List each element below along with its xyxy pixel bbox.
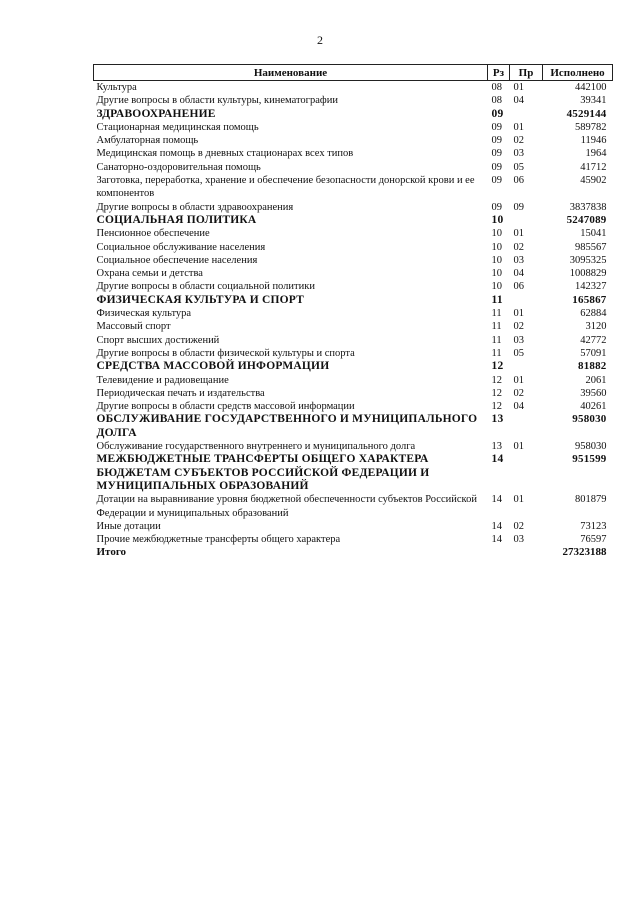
row-name: Прочие межбюджетные трансферты общего характера [96,534,341,546]
row-name: ЗДРАВООХРАНЕНИЕ [96,107,216,120]
row-rz: 10 [491,241,502,253]
table-body [94,81,613,560]
row-name: СОЦИАЛЬНАЯ ПОЛИТИКА [96,213,257,226]
row-name: Спорт высших достижений [96,334,220,346]
row-value: 45902 [580,175,607,187]
table-header-row [94,65,613,81]
table-row [94,400,613,413]
row-rz: 11 [491,293,503,306]
row-name: Массовый спорт [96,321,171,333]
row-pr: 03 [513,148,524,160]
row-rz: 09 [491,201,502,213]
table-row [94,254,613,267]
row-name: Заготовка, переработка, хранение и обеспечение безопасности донорской крови и ее компонентов [96,175,475,200]
row-rz: 11 [491,308,502,320]
row-pr: 01 [513,441,524,453]
row-value: 3095325 [569,254,607,266]
row-name: Социальное обслуживание населения [96,241,266,253]
row-pr: 01 [513,228,524,240]
row-name: Стационарная медицинская помощь [96,121,259,133]
header-value: Исполнено [543,65,613,81]
table-row [94,241,613,254]
row-rz: 10 [491,281,502,293]
row-rz: 11 [491,321,502,333]
row-rz: 09 [491,135,502,147]
row-rz: 14 [491,453,504,466]
table-row [94,307,613,320]
table-row [94,121,613,134]
row-pr: 01 [513,494,524,506]
section-row [94,108,613,121]
row-rz: 12 [491,401,502,413]
row-pr: 05 [513,347,524,359]
row-rz: 12 [491,360,504,373]
row-pr: 01 [513,308,524,320]
row-name: Периодическая печать и издательства [96,387,265,399]
table-row [94,533,613,546]
table-row [94,374,613,387]
row-name: СРЕДСТВА МАССОВОЙ ИНФОРМАЦИИ [96,360,330,373]
row-value: 958030 [572,413,607,426]
row-value: 1964 [585,148,607,160]
total-row [94,546,613,559]
row-value: 165867 [572,293,607,306]
page-number: 2 [317,33,323,47]
table-row [94,320,613,333]
table-row [94,81,613,95]
row-value: 41712 [580,161,607,173]
table-row [94,161,613,174]
row-value: 39560 [580,387,607,399]
row-rz: 11 [491,347,502,359]
row-value: 73123 [580,520,607,532]
row-pr: 02 [513,241,524,253]
row-name: Медицинская помощь в дневных стационарах всех типов [96,148,354,160]
table-row [94,334,613,347]
table-row [94,440,613,453]
row-rz [488,546,510,559]
row-rz: 10 [491,268,502,280]
row-pr [510,108,543,121]
row-value: 951599 [572,453,607,466]
row-value: 142327 [575,281,607,293]
row-name: Другие вопросы в области средств массовой информации [96,401,355,413]
row-pr [510,413,543,440]
row-value: 589782 [575,121,607,133]
table-row [94,347,613,360]
row-rz: 13 [491,413,504,426]
section-row [94,360,613,373]
section-row [94,453,613,493]
row-pr: 05 [513,161,524,173]
row-name: ФИЗИЧЕСКАЯ КУЛЬТУРА И СПОРТ [96,293,305,306]
row-rz: 10 [491,228,502,240]
row-value: 3837838 [569,201,607,213]
header-rz: Рз [488,65,510,81]
row-pr: 02 [513,387,524,399]
row-rz: 09 [491,148,502,160]
row-pr [510,294,543,307]
row-rz: 09 [491,121,502,133]
row-pr [510,360,543,373]
row-value: 11946 [580,135,607,147]
row-value: 442100 [575,82,607,93]
row-value: 42772 [580,334,607,346]
row-pr: 04 [513,95,524,107]
row-value: 81882 [578,360,607,373]
row-rz: 12 [491,374,502,386]
section-row [94,214,613,227]
row-rz: 09 [491,161,502,173]
row-pr [510,214,543,227]
row-rz: 09 [491,175,502,187]
row-name: Охрана семьи и детства [96,268,203,280]
row-pr [510,546,543,559]
row-value: 39341 [580,95,607,107]
row-value: 27323188 [562,546,607,559]
row-pr: 04 [513,401,524,413]
row-pr: 06 [513,175,524,187]
row-value: 958030 [575,441,607,453]
row-rz: 08 [491,95,502,107]
row-pr: 02 [513,135,524,147]
row-rz: 14 [491,534,502,546]
row-pr [510,453,543,493]
row-rz: 10 [491,213,504,226]
row-value: 5247089 [566,213,607,226]
row-value: 985567 [575,241,607,253]
section-row [94,413,613,440]
row-pr: 01 [513,82,524,93]
row-value: 2061 [585,374,607,386]
row-pr: 04 [513,268,524,280]
row-name: ОБСЛУЖИВАНИЕ ГОСУДАРСТВЕННОГО И МУНИЦИПАЛЬНОГО ДОЛГА [96,413,478,439]
row-rz: 13 [491,441,502,453]
row-name: Иные дотации [96,520,161,532]
budget-execution-table [93,64,613,560]
row-rz: 12 [491,387,502,399]
row-name: Итого [96,546,127,559]
row-pr: 03 [513,534,524,546]
row-value: 76597 [580,534,607,546]
row-pr: 06 [513,281,524,293]
row-value: 3120 [585,321,607,333]
header-pr: Пр [510,65,543,81]
row-pr: 02 [513,520,524,532]
row-name: Другие вопросы в области здравоохранения [96,201,294,213]
table-row [94,280,613,293]
table-row [94,201,613,214]
header-name: Наименование [94,65,488,81]
section-row [94,294,613,307]
table-row [94,94,613,107]
row-rz: 10 [491,254,502,266]
table-row [94,174,613,201]
row-pr: 09 [513,201,524,213]
row-pr: 01 [513,121,524,133]
table-row [94,267,613,280]
row-name: Физическая культура [96,308,192,320]
row-value: 62884 [580,308,607,320]
table-row [94,147,613,160]
row-pr: 03 [513,334,524,346]
row-value: 1008829 [569,268,607,280]
table-row [94,227,613,240]
row-value: 4529144 [566,107,607,120]
row-name: Амбулаторная помощь [96,135,199,147]
row-name: Другие вопросы в области физической культуры и спорта [96,347,355,359]
row-name: Социальное обеспечение населения [96,254,258,266]
table-row [94,520,613,533]
row-pr: 01 [513,374,524,386]
row-rz: 08 [491,82,502,93]
row-value: 801879 [575,494,607,506]
row-rz: 09 [491,107,504,120]
row-rz: 11 [491,334,502,346]
row-value: 57091 [580,347,607,359]
table-row [94,134,613,147]
row-rz: 14 [491,494,502,506]
row-name: Телевидение и радиовещание [96,374,229,386]
row-value: 40261 [580,401,607,413]
row-name: Обслуживание государственного внутреннего и муниципального долга [96,441,416,453]
row-name: Пенсионное обеспечение [96,228,210,240]
row-pr: 02 [513,321,524,333]
row-rz: 14 [491,520,502,532]
table-row [94,493,613,520]
row-name: Другие вопросы в области культуры, кинематографии [96,95,338,107]
row-name: Санаторно-оздоровительная помощь [96,161,261,173]
row-name: Другие вопросы в области социальной политики [96,281,315,293]
table-row [94,387,613,400]
row-name: Культура [96,82,137,93]
row-pr: 03 [513,254,524,266]
row-name: МЕЖБЮДЖЕТНЫЕ ТРАНСФЕРТЫ ОБЩЕГО ХАРАКТЕРА БЮДЖЕТАМ СУБЪЕКТОВ РОССИЙСКОЙ ФЕДЕРАЦИИ И МУНИЦИПАЛЬНЫХ ОБРАЗОВАНИЙ [96,453,430,492]
row-name: Дотации на выравнивание уровня бюджетной обеспеченности субъектов Российской Федерации и муниципальных образований [96,494,477,519]
row-value: 15041 [580,228,607,240]
